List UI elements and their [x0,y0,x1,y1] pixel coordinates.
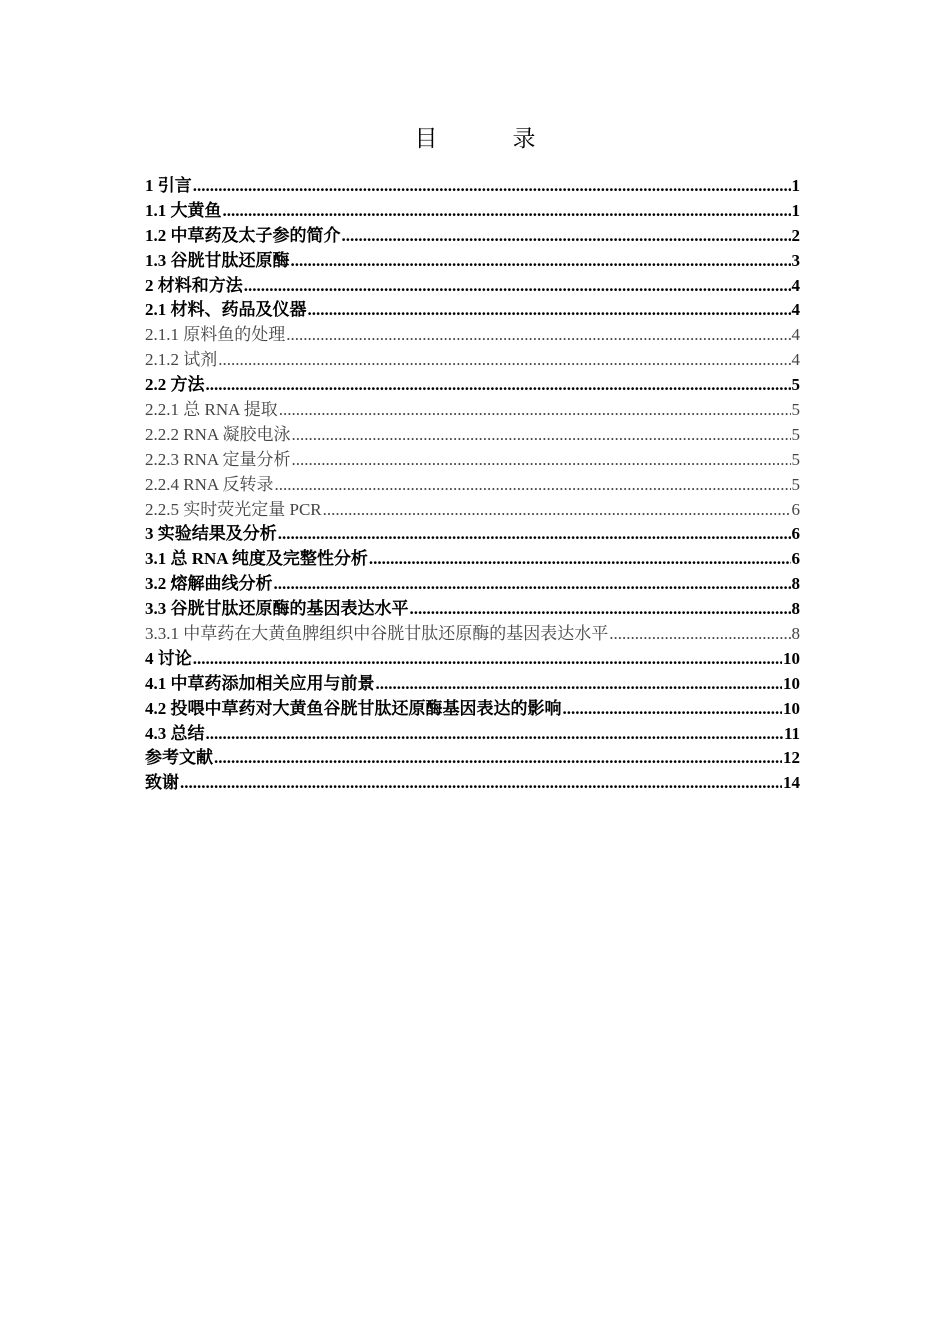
toc-leader [291,448,790,473]
toc-page-number: 10 [783,648,800,668]
toc-leader [274,572,791,597]
toc-page-number: 8 [791,624,800,644]
toc-entry-label: 4.2 投喂中草药对大黄鱼谷胱甘肽还原酶基因表达的影响 [145,698,562,718]
toc-page-number: 4 [791,300,800,320]
toc-leader [609,622,790,647]
toc-page-number: 4 [791,325,800,345]
toc-entry-label: 2.2 方法 [145,375,205,395]
toc-page-number: 4 [791,275,800,295]
toc-entry-label: 3.1 总 RNA 纯度及完整性分析 [145,549,368,569]
toc-leader [308,298,791,323]
toc-entry[interactable] [145,622,800,647]
toc-page-number: 8 [791,599,800,619]
toc-entry[interactable] [145,672,800,697]
toc-entry-label: 1.1 大黄鱼 [145,200,222,220]
toc-entry[interactable] [145,746,800,771]
toc-entry-label: 3.3 谷胱甘肽还原酶的基因表达水平 [145,599,409,619]
toc-entry[interactable] [145,522,800,547]
toc-entry[interactable] [145,572,800,597]
toc-entry-label: 2.2.3 RNA 定量分析 [145,449,291,469]
toc-entry[interactable] [145,224,800,249]
toc-leader [214,746,782,771]
toc-page-number: 4 [791,350,800,370]
toc-entry[interactable] [145,174,800,199]
toc-leader [180,771,782,796]
toc-entry-label: 2.1.1 原料鱼的处理 [145,325,286,345]
toc-entry-label: 4.3 总结 [145,723,205,743]
toc-entry-label: 3 实验结果及分析 [145,524,277,544]
toc-page-number: 5 [791,400,800,420]
toc-page-number: 1 [791,176,800,195]
toc-leader [323,498,791,523]
toc-page-number: 6 [791,549,800,569]
toc-entry-label: 1.3 谷胱甘肽还原酶 [145,250,290,270]
toc-entry-label: 2.1 材料、药品及仪器 [145,300,307,320]
toc-entry[interactable] [145,398,800,423]
toc-leader [218,348,790,373]
toc-entry[interactable] [145,323,800,348]
toc-entry[interactable] [145,473,800,498]
toc-entry[interactable] [145,274,800,299]
toc-entry[interactable] [145,373,800,398]
toc-page-number: 11 [783,723,800,743]
toc-entry-label: 2.1.2 试剂 [145,350,218,370]
toc-leader [193,174,791,199]
toc-entry[interactable] [145,597,800,622]
toc-leader [244,274,791,299]
toc-page-number: 1 [791,200,800,220]
toc-entry-label: 致谢 [145,773,179,793]
toc-leader [274,473,790,498]
toc-entry[interactable] [145,348,800,373]
toc-entry-label: 参考文献 [145,748,213,768]
toc-page-number: 2 [791,225,800,245]
toc-entry-label: 1 引言 [145,176,192,195]
toc-entry-label: 2.2.4 RNA 反转录 [145,474,274,494]
toc-entry[interactable] [145,498,800,523]
toc-entry-label: 2.2.1 总 RNA 提取 [145,400,278,420]
toc-leader [410,597,791,622]
toc-entry-label: 2.2.2 RNA 凝胶电泳 [145,424,291,444]
table-of-contents [145,174,800,796]
toc-leader [291,423,790,448]
toc-leader [193,647,782,672]
toc-page-number: 6 [791,499,800,519]
toc-page-number: 5 [791,424,800,444]
toc-entry-label: 3.2 熔解曲线分析 [145,574,273,594]
toc-entry[interactable] [145,771,800,796]
toc-leader [279,398,791,423]
toc-entry-label: 2 材料和方法 [145,275,243,295]
toc-entry-label: 4.1 中草药添加相关应用与前景 [145,673,375,693]
toc-entry-label: 2.2.5 实时荧光定量 PCR [145,499,322,519]
toc-entry[interactable] [145,199,800,224]
toc-leader [206,373,791,398]
toc-page-number: 8 [791,574,800,594]
toc-entry[interactable] [145,249,800,274]
toc-page-number: 5 [791,474,800,494]
toc-entry[interactable] [145,448,800,473]
toc-entry[interactable] [145,647,800,672]
toc-leader [291,249,791,274]
toc-entry-label: 1.2 中草药及太子参的简介 [145,225,341,245]
toc-page-number: 10 [783,698,800,718]
toc-leader [369,547,791,572]
toc-leader [563,697,783,722]
toc-leader [223,199,791,224]
toc-leader [278,522,791,547]
toc-page-number: 12 [783,748,800,768]
toc-leader [286,323,790,348]
toc-entry[interactable] [145,423,800,448]
toc-leader [342,224,791,249]
toc-page-number: 6 [791,524,800,544]
toc-page-number: 10 [783,673,800,693]
toc-page-number: 3 [791,250,800,270]
toc-entry-label: 4 讨论 [145,648,192,668]
toc-page-number: 5 [791,449,800,469]
toc-entry-label: 3.3.1 中草药在大黄鱼脾组织中谷胱甘肽还原酶的基因表达水平 [145,624,609,644]
toc-entry[interactable] [145,722,800,747]
toc-leader [206,722,783,747]
page-title: 目 录 [414,126,562,152]
toc-entry[interactable] [145,547,800,572]
toc-page-number: 5 [791,375,800,395]
toc-leader [376,672,783,697]
toc-entry[interactable] [145,697,800,722]
toc-page-number: 14 [783,773,800,793]
toc-entry[interactable] [145,298,800,323]
